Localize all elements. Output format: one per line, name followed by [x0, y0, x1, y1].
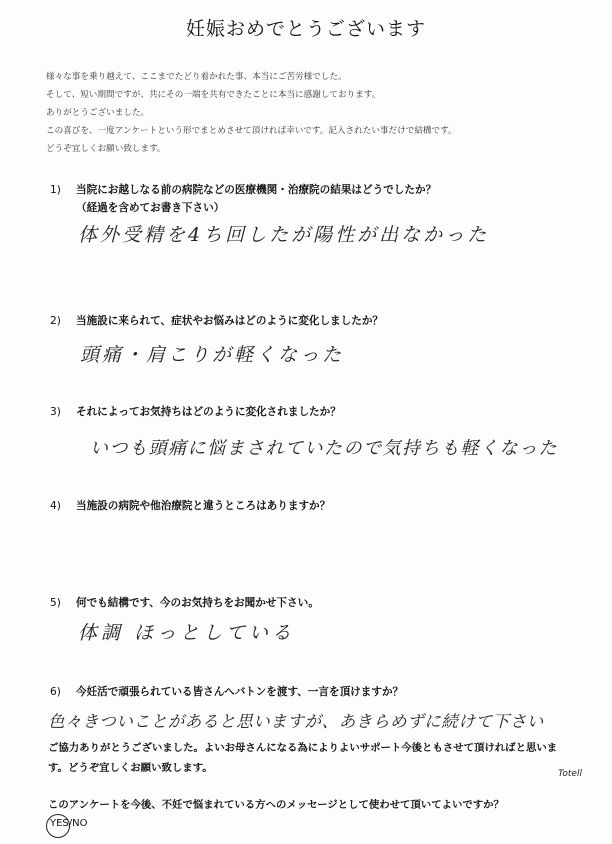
closing-message	[48, 738, 604, 778]
question-2	[50, 313, 383, 328]
answer-5: 体調 ほっとしている	[78, 622, 296, 644]
intro-text	[46, 68, 586, 158]
question-text: 何でも結構です、今のお気持ちをお聞かせ下さい。	[76, 597, 319, 609]
intro-line: ありがとうございました。	[46, 108, 150, 118]
permission-question: このアンケートを今後、不妊で悩まれている方へのメッセージとして使わせて頂いてよいですか？	[48, 799, 504, 811]
question-6	[50, 684, 403, 699]
question-5	[50, 595, 319, 610]
question-text: それによってお気持ちはどのように変化されましたか？	[76, 406, 341, 418]
page-title: 妊娠おめでとうございます	[185, 18, 426, 40]
question-1-subtext: （経過を含めてお書き下さい）	[76, 202, 225, 214]
intro-line: この喜びを、一度アンケートという形でまとめさせて頂ければ幸いです。記入されたい事だけで結構です。	[46, 126, 457, 136]
question-number: 6)	[50, 686, 61, 698]
question-number: 5)	[50, 597, 61, 609]
answer-3: いつも頭痛に悩まされていたので気持ちも軽くなった	[90, 438, 558, 459]
question-text: 当院にお越しなる前の病院などの医療機関・治療院の結果はどうでしたか？	[76, 184, 437, 196]
question-3	[50, 404, 341, 419]
question-text: 今妊活で頑張られている皆さんへバトンを渡す、一言を頂けますか？	[76, 686, 404, 698]
question-4	[50, 498, 330, 513]
question-1	[50, 182, 436, 197]
question-text: 当施設に来られて、症状やお悩みはどのように変化しましたか？	[76, 315, 384, 327]
respondent-signature: Totell	[558, 769, 582, 779]
question-text: 当施設の病院や他治療院と違うところはありますか？	[76, 500, 331, 512]
answer-2: 頭痛・肩こりが軽くなった	[80, 344, 345, 366]
answer-6: 色々きついことがあると思いますが、あきらめずに続けて下さい	[48, 712, 544, 731]
intro-line: どうぞ宜しくお願い致します。	[46, 144, 166, 154]
question-number: 3)	[50, 406, 61, 418]
answer-1: 体外受精を4ち回したが陽性が出なかった	[78, 224, 490, 246]
intro-line: そして、短い期間ですが、共にその一端を共有できたことに本当に感謝しております。	[46, 90, 381, 100]
permission-answer: YES/NO	[50, 818, 88, 829]
question-number: 1)	[50, 184, 61, 196]
question-number: 2)	[50, 315, 61, 327]
closing-line: ご協力ありがとうございました。よいお母さんになる為によりよいサポート今後ともさせて頂ければと思いま	[48, 742, 558, 754]
question-number: 4)	[50, 500, 61, 512]
intro-line: 様々な事を乗り越えて、ここまでたどり着かれた事、本当にご苦労様でした。	[46, 72, 347, 82]
closing-line: す。どうぞ宜しくお願い致します。	[48, 762, 213, 774]
